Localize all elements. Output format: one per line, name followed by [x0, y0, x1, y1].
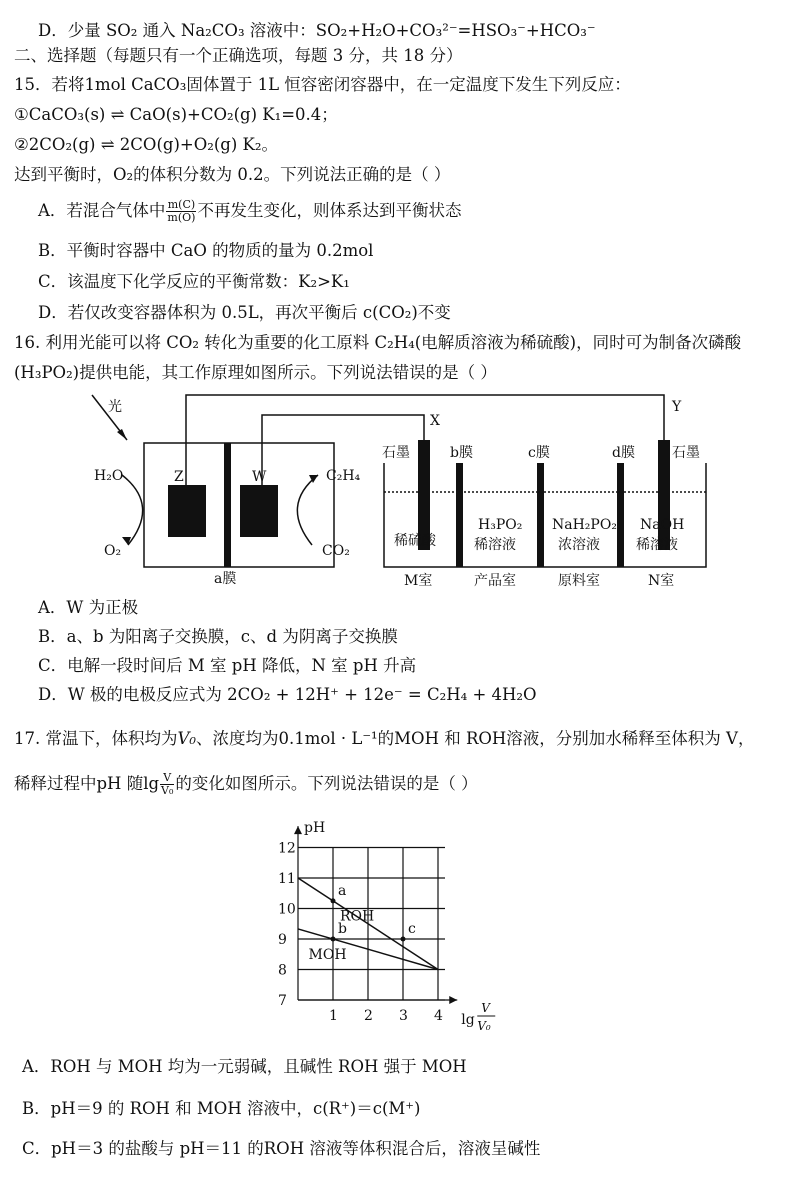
q14-option-d: D．少量 SO₂ 通入 Na₂CO₃ 溶液中：SO₂+H₂O+CO₃²⁻=HSO₃⁻+HCO₃⁻ [38, 21, 596, 40]
x-label: X [430, 413, 440, 429]
a-membrane-label: a膜 [214, 571, 237, 587]
q16-option-d: D．W 极的电极反应式为 2CO₂ + 12H⁺ + 12e⁻ = C₂H₄ + 4H₂O [38, 685, 537, 704]
q15-option-d: D．若仅改变容器体积为 0.5L，再次平衡后 c(CO₂)不变 [38, 303, 451, 322]
n-room-solution-2: 稀溶液 [636, 537, 678, 553]
v0-den: V₀ [161, 784, 174, 797]
q16-option-c: C．电解一段时间后 M 室 pH 降低，N 室 pH 升高 [38, 656, 417, 675]
x-tick-label: 3 [399, 1008, 408, 1024]
o2-label: O₂ [104, 543, 122, 559]
raw-room-label: 原料室 [558, 573, 600, 589]
y-axis-arrow [294, 826, 302, 834]
x-axis-arrow [449, 996, 457, 1004]
data-point-c [401, 937, 406, 942]
light-label: 光 [108, 399, 122, 415]
w-label: W [252, 469, 267, 485]
data-point-a [331, 898, 336, 903]
x-tick-label: 1 [329, 1008, 338, 1024]
q17-option-b: B．pH＝9 的 ROH 和 MOH 溶液中，c(R⁺)＝c(M⁺) [22, 1099, 421, 1118]
co2-label: CO₂ [322, 543, 350, 559]
c-membrane-label: c膜 [528, 445, 550, 461]
y-axis-label: pH [304, 820, 326, 837]
membrane-a [224, 443, 231, 567]
v-num: V [160, 772, 174, 785]
data-point-label-c: c [408, 921, 416, 937]
data-point-b [331, 937, 336, 942]
series-label-roh: ROH [340, 908, 375, 925]
q15-reaction-1: ①CaCO₃(s) ⇌ CaO(s)+CO₂(g) K₁=0.4； [14, 105, 338, 124]
y-tick-label: 12 [278, 840, 296, 857]
q17-stem-2b: 的变化如图所示。下列说法错误的是（ ） [175, 774, 478, 793]
m-room-solution: 稀硫酸 [394, 533, 436, 549]
b-membrane-label: b膜 [450, 445, 473, 461]
y-tick-label: 7 [278, 993, 287, 1009]
q17-stem-2a: 稀释过程中pH 随 [14, 774, 144, 793]
v-over-v0 [160, 772, 174, 797]
q15-reaction-2: ②2CO₂(g) ⇌ 2CO(g)+O₂(g) K₂。 [14, 135, 278, 154]
n-room-label: N室 [648, 573, 675, 589]
ph-dilution-chart [270, 815, 510, 1040]
q15-option-a-pre: A．若混合气体中 [38, 201, 166, 220]
x-axis-label-lg: lg [461, 1012, 475, 1028]
data-point-label-a: a [338, 882, 347, 899]
series-label-moh: MOH [308, 946, 347, 963]
q15-option-a [38, 199, 461, 224]
product-solution-1: H₃PO₂ [478, 517, 523, 533]
h2o-label: H₂O [94, 468, 124, 484]
x-tick-label: 4 [434, 1008, 443, 1024]
q15-option-b: B．平衡时容器中 CaO 的物质的量为 0.2mol [38, 241, 374, 260]
graphite-electrode-right [658, 440, 670, 550]
electrode-w [240, 485, 278, 537]
lg-symbol: lg [143, 774, 160, 793]
mass-ratio-fraction [166, 199, 196, 224]
q16-stem-2: (H₃PO₂)提供电能，其工作原理如图所示。下列说法错误的是（ ） [14, 363, 497, 382]
x-axis-label-num: V [481, 1001, 490, 1015]
membrane-c [537, 463, 544, 567]
q17-option-c: C．pH＝3 的盐酸与 pH＝11 的ROH 溶液等体积混合后，溶液呈碱性 [22, 1139, 541, 1158]
graphite-right-label: 石墨 [672, 445, 700, 461]
q16-stem-1: 16. 利用光能可以将 CO₂ 转化为重要的化工原料 C₂H₄(电解质溶液为稀硫酸)，同时可为制备次磷酸 [14, 333, 742, 352]
q16-option-a: A．W 为正极 [38, 598, 139, 617]
raw-solution-1: NaH₂PO₂ [552, 517, 617, 533]
fraction-num: m(C) [167, 198, 196, 211]
q17-stem-1a: 17. 常温下，体积均为 [14, 729, 178, 748]
q17-option-a: A．ROH 与 MOH 均为一元弱碱，且碱性 ROH 强于 MOH [22, 1057, 467, 1076]
q15-option-c: C．该温度下化学反应的平衡常数：K₂>K₁ [38, 272, 350, 291]
q15-condition: 达到平衡时，O₂的体积分数为 0.2。下列说法正确的是（ ） [14, 165, 451, 184]
m-room-label: M室 [404, 573, 433, 589]
membrane-b [456, 463, 463, 567]
electrode-z [168, 485, 206, 537]
q15-option-a-post: 不再发生变化，则体系达到平衡状态 [197, 201, 462, 220]
c2h4-label: C₂H₄ [326, 468, 361, 484]
q15-stem: 15．若将1mol CaCO₃固体置于 1L 恒容密闭容器中，在一定温度下发生下列反应： [14, 75, 631, 94]
x-axis-label-den: V₀ [477, 1019, 491, 1033]
fraction-den: m(O) [167, 211, 196, 224]
d-membrane-label: d膜 [612, 445, 635, 461]
x-tick-label: 2 [364, 1008, 373, 1024]
y-tick-label: 8 [278, 962, 287, 979]
electrolysis-diagram [0, 385, 800, 595]
data-point-label-b: b [338, 921, 347, 937]
product-solution-2: 稀溶液 [474, 537, 516, 553]
raw-solution-2: 浓溶液 [558, 537, 600, 553]
y-tick-label: 10 [278, 901, 296, 918]
co2-to-c2h4-arrow [297, 475, 318, 545]
n-room-solution-1: NaOH [640, 517, 685, 533]
membrane-d [617, 463, 624, 567]
v0-symbol: V₀ [177, 729, 197, 748]
q17-stem-1 [14, 728, 754, 750]
product-room-label: 产品室 [474, 573, 516, 589]
y-tick-label: 9 [278, 932, 287, 948]
z-label: Z [174, 469, 184, 485]
y-label: Y [672, 399, 682, 415]
section-heading: 二、选择题（每题只有一个正确选项，每题 3 分，共 18 分） [14, 46, 463, 65]
q17-stem-1b: 、浓度均为0.1mol · L⁻¹的MOH 和 ROH溶液，分别加水稀释至体积为 V， [196, 729, 755, 748]
q16-option-b: B．a、b 为阳离子交换膜，c、d 为阴离子交换膜 [38, 627, 398, 646]
light-arrowhead [117, 429, 127, 440]
y-tick-label: 11 [278, 871, 296, 887]
q17-stem-2 [14, 772, 478, 797]
h2o-to-o2-arrow [122, 475, 143, 545]
graphite-left-label: 石墨 [382, 445, 410, 461]
